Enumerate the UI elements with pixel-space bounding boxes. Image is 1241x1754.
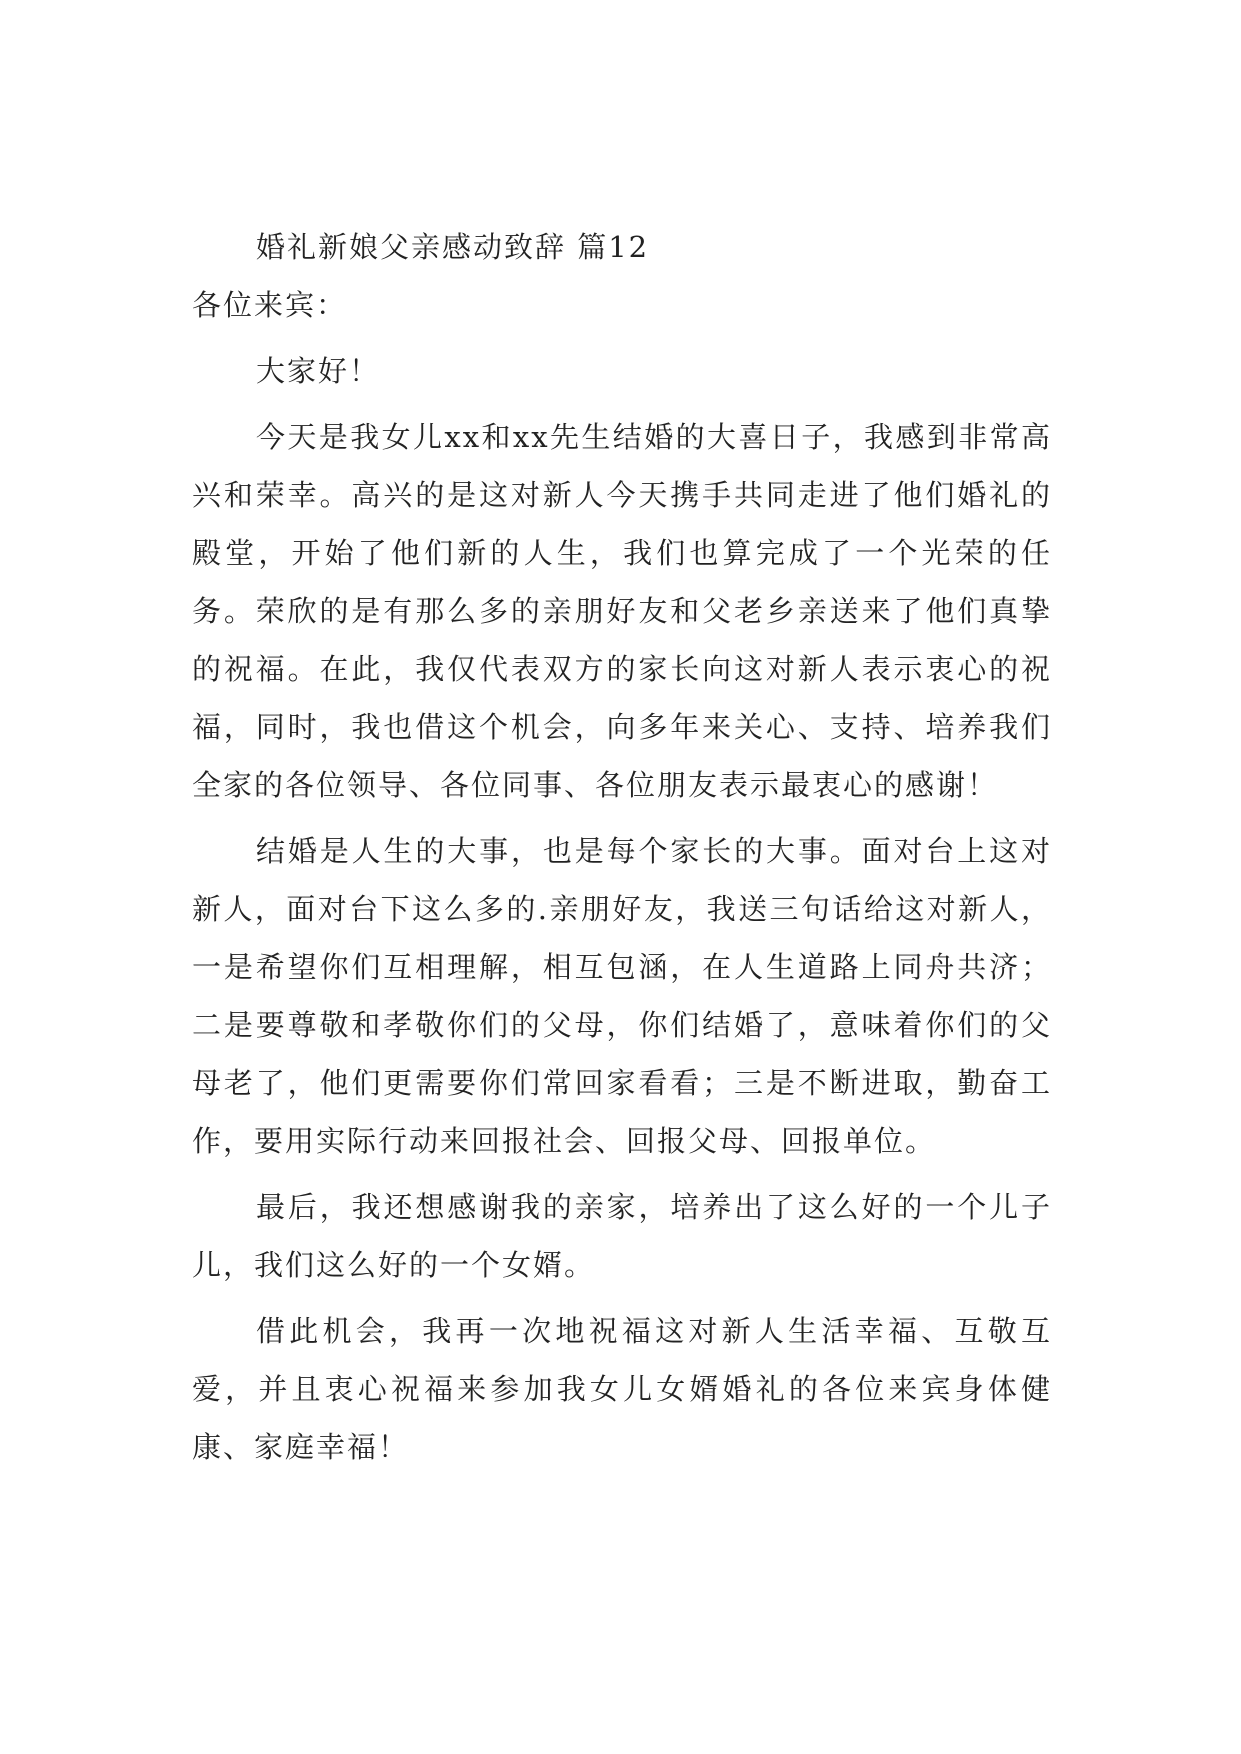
paragraph-2: 结婚是人生的大事，也是每个家长的大事。面对台上这对新人，面对台下这么多的.亲朋好友，我送三句话给这对新人，一是希望你们互相理解，相互包涵，在人生道路上同舟共济；二是要尊敬和孝敬你们的父母，你们结婚了，意味着你们的父母老了，他们更需要你们常回家看看；三是不断进取，勤奋工作，要用实际行动来回报社会、回报父母、回报单位。: [192, 834, 1052, 1158]
greeting: 大家好！: [256, 354, 381, 388]
paragraph-3: 最后，我还想感谢我的亲家，培养出了这么好的一个儿子儿，我们这么好的一个女婿。: [192, 1190, 1052, 1282]
paragraph-4: 借此机会，我再一次地祝福这对新人生活幸福、互敬互爱，并且衷心祝福来参加我女儿女婿婚礼的各位来宾身体健康、家庭幸福！: [192, 1314, 1052, 1464]
document-title: 婚礼新娘父亲感动致辞 篇12: [256, 230, 650, 264]
salutation: 各位来宾：: [192, 288, 348, 322]
paragraph-1: 今天是我女儿xx和xx先生结婚的大喜日子，我感到非常高兴和荣幸。高兴的是这对新人今天携手共同走进了他们婚礼的殿堂，开始了他们新的人生，我们也算完成了一个光荣的任务。荣欣的是有那么多的亲朋好友和父老乡亲送来了他们真挚的祝福。在此，我仅代表双方的家长向这对新人表示衷心的祝福，同时，我也借这个机会，向多年来关心、支持、培养我们全家的各位领导、各位同事、各位朋友表示最衷心的感谢！: [192, 420, 1052, 802]
document-body: [192, 218, 1052, 1484]
